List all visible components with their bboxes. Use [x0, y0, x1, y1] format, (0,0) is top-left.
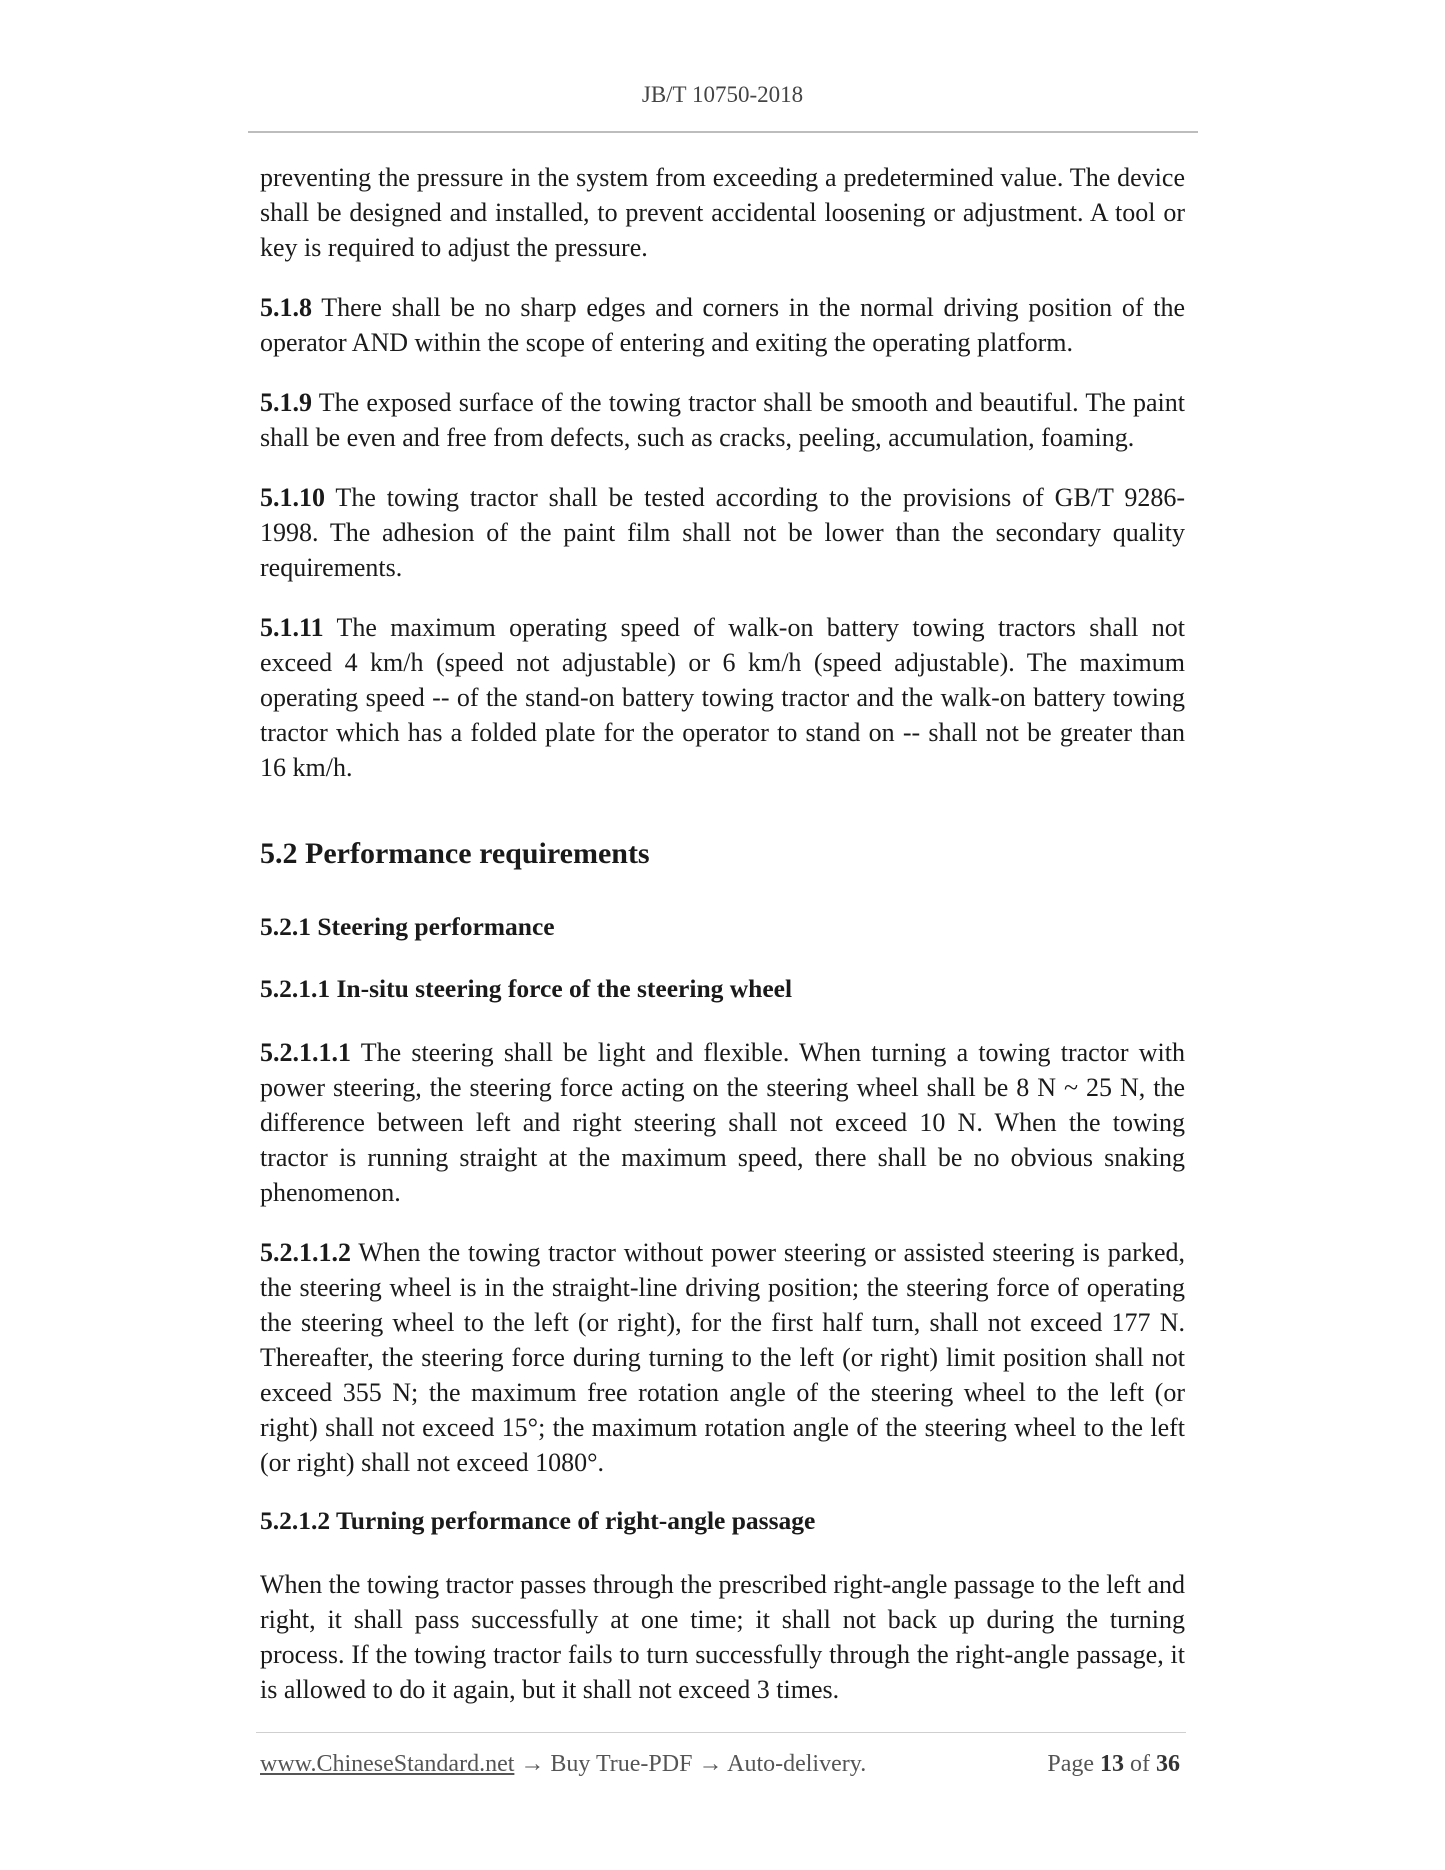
paragraph-continuation [260, 160, 1185, 265]
of-label: of [1124, 1751, 1156, 1777]
paragraph-text: The towing tractor shall be tested according to the provisions of GB/T 9286-1998. The adhesion of the paint film shall not be lower than the secondary quality requirements. [260, 483, 1185, 582]
paragraph-5-1-9 [260, 385, 1185, 455]
page-indicator [1047, 1751, 1180, 1778]
paragraph-5-1-10 [260, 480, 1185, 585]
paragraph-5-2-1-1-2 [260, 1235, 1185, 1480]
footer-divider [256, 1732, 1186, 1733]
page-total: 36 [1156, 1751, 1180, 1777]
footer-promo [260, 1751, 866, 1778]
clause-number: 5.2.1.1.1 [260, 1038, 351, 1067]
document-body [260, 160, 1185, 1732]
page-label: Page [1047, 1751, 1100, 1777]
footer-tagline: → Buy True-PDF → Auto-delivery. [514, 1751, 867, 1777]
paragraph-5-2-1-1-1 [260, 1035, 1185, 1210]
section-heading-5-2-1-1: 5.2.1.1 In-situ steering force of the steering wheel [260, 974, 793, 1003]
document-id-header: JB/T 10750-2018 [641, 82, 804, 107]
site-link[interactable]: www.ChineseStandard.net [260, 1751, 515, 1777]
section-heading-5-2-1-2: 5.2.1.2 Turning performance of right-angle passage [260, 1506, 816, 1535]
section-heading-5-2-1: 5.2.1 Steering performance [260, 912, 555, 941]
paragraph-5-1-11 [260, 610, 1185, 785]
clause-number: 5.2.1.1.2 [260, 1238, 351, 1267]
header-divider [248, 131, 1198, 133]
section-heading-5-2: 5.2 Performance requirements [260, 837, 650, 870]
paragraph-5-1-8 [260, 290, 1185, 360]
paragraph-5-2-1-2 [260, 1567, 1185, 1707]
paragraph-text: The steering shall be light and flexible. When turning a towing tractor with power steering, the steering force acting on the steering wheel shall be 8 N ~ 25 N, the difference between left and right steering shall not exceed 10 N. When the towing tractor is running straight at the maximum speed, there shall be no obvious snaking phenomenon. [260, 1038, 1185, 1207]
clause-number: 5.1.11 [260, 613, 324, 642]
page-number: 13 [1100, 1751, 1124, 1777]
clause-number: 5.1.10 [260, 483, 325, 512]
clause-number: 5.1.8 [260, 293, 312, 322]
paragraph-text: There shall be no sharp edges and corners in the normal driving position of the operator AND within the scope of entering and exiting the operating platform. [260, 293, 1185, 357]
paragraph-text: When the towing tractor passes through the prescribed right-angle passage to the left and right, it shall pass successfully at one time; it shall not back up during the turning process. If the towing tractor fails to turn successfully through the right-angle passage, it is allowed to do it again, but it shall not exceed 3 times. [260, 1570, 1185, 1704]
paragraph-text: The maximum operating speed of walk-on battery towing tractors shall not exceed 4 km/h (speed not adjustable) or 6 km/h (speed adjustable). The maximum operating speed -- of the stand-on battery towing tractor and the walk-on battery towing tractor which has a folded plate for the operator to stand on -- shall not be greater than 16 km/h. [260, 613, 1185, 782]
clause-number: 5.1.9 [260, 388, 312, 417]
paragraph-text: preventing the pressure in the system from exceeding a predetermined value. The device shall be designed and installed, to prevent accidental loosening or adjustment. A tool or key is required to adjust the pressure. [260, 163, 1185, 262]
paragraph-text: When the towing tractor without power steering or assisted steering is parked, the steering wheel is in the straight-line driving position; the steering force of operating the steering wheel to the left (or right), for the first half turn, shall not exceed 177 N. Thereafter, the steering force during turning to the left (or right) limit position shall not exceed 355 N; the maximum free rotation angle of the steering wheel to the left (or right) shall not exceed 15°; the maximum rotation angle of the steering wheel to the left (or right) shall not exceed 1080°. [260, 1238, 1185, 1477]
paragraph-text: The exposed surface of the towing tractor shall be smooth and beautiful. The paint shall be even and free from defects, such as cracks, peeling, accumulation, foaming. [260, 388, 1185, 452]
